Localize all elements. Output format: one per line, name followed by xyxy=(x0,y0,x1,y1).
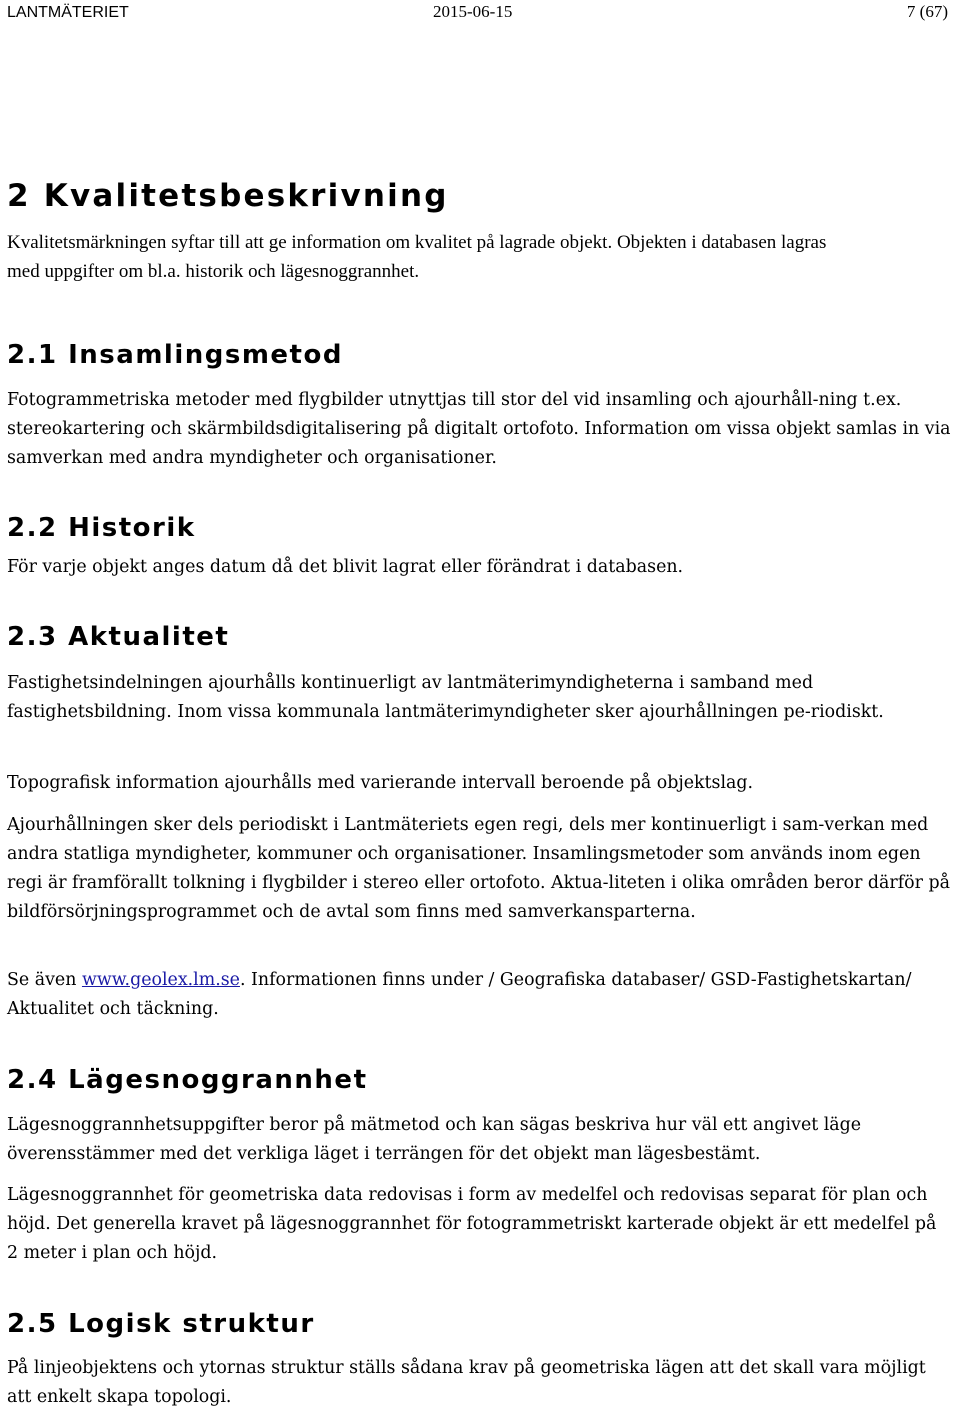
section-2-1-heading: 2.1 Insamlingsmetod xyxy=(7,340,343,370)
geolex-link[interactable]: www.geolex.lm.se xyxy=(81,970,240,990)
section-2-3-paragraph-4 xyxy=(7,966,952,1024)
see-also-continuation: . Informationen finns under / Geografiska databaser/ GSD-Fastighetskartan/ Aktualitet och täckning. xyxy=(7,970,912,1019)
see-also-text: Se även xyxy=(7,970,82,990)
section-2-5-heading: 2.5 Logisk struktur xyxy=(7,1309,315,1339)
header-page-number: 7 (67) xyxy=(906,2,948,21)
section-2-3-heading: 2.3 Aktualitet xyxy=(7,622,230,652)
section-2-1-paragraph: Fotogrammetriska metoder med flygbilder utnyttjas till stor del vid insamling och ajourhåll-ning t.ex. stereokartering och skärmbildsdigitalisering på digitalt ortofoto. Information om vissa objekt samlas in via samverkan med andra myndigheter och organisationer. xyxy=(7,390,951,468)
section-2-paragraph: Kvalitetsmärkningen syftar till att ge information om kvalitet på lagrade objekt. Objekten i databasen lagras med uppgifter om bl.a. historik och lägesnoggrannhet. xyxy=(7,232,827,282)
section-2-3-paragraph-2: Topografisk information ajourhålls med varierande intervall beroende på objektslag. xyxy=(7,773,754,793)
section-2-4-heading: 2.4 Lägesnoggrannhet xyxy=(7,1065,368,1095)
section-2-heading: 2 Kvalitetsbeskrivning xyxy=(7,178,449,214)
section-2-5-paragraph: På linjeobjektens och ytornas struktur ställs sådana krav på geometriska lägen att det skall vara möjligt att enkelt skapa topologi. xyxy=(7,1358,926,1407)
page-header xyxy=(7,2,952,28)
section-2-2-heading: 2.2 Historik xyxy=(7,513,196,543)
section-2-2-paragraph: För varje objekt anges datum då det blivit lagrat eller förändrat i databasen. xyxy=(7,557,684,577)
section-2-3-paragraph-1: Fastighetsindelningen ajourhålls kontinuerligt av lantmäterimyndigheterna i samband med fastighetsbildning. Inom vissa kommunala lantmäterimyndigheter sker ajourhållningen pe-riodiskt. xyxy=(7,673,884,722)
section-2-3-paragraph-3: Ajourhållningen sker dels periodiskt i Lantmäteriets egen regi, dels mer kontinuerligt i sam-verkan med andra statliga myndigheter, kommuner och organisationer. Insamlingsmetoder som används inom egen regi är framförallt tolkning i flygbilder i stereo eller ortofoto. Aktua-liteten i olika områden beror därför på bildförsörjningsprogrammet och de avtal som finns med samverkansparterna. xyxy=(7,815,950,922)
section-2-4-paragraph-1: Lägesnoggrannhetsuppgifter beror på mätmetod och kan sägas beskriva hur väl ett angivet läge överensstämmer med det verkliga läget i terrängen för det objekt man lägesbestämt. xyxy=(7,1115,862,1164)
header-date: 2015-06-15 xyxy=(433,2,513,21)
header-organization: LANTMÄTERIET xyxy=(7,4,129,21)
section-2-4-paragraph-2: Lägesnoggrannhet för geometriska data redovisas i form av medelfel och redovisas separat för plan och höjd. Det generella kravet på lägesnoggrannhet för fotogrammetriskt karterade objekt är ett medelfel på 2 meter i plan och höjd. xyxy=(7,1185,937,1263)
